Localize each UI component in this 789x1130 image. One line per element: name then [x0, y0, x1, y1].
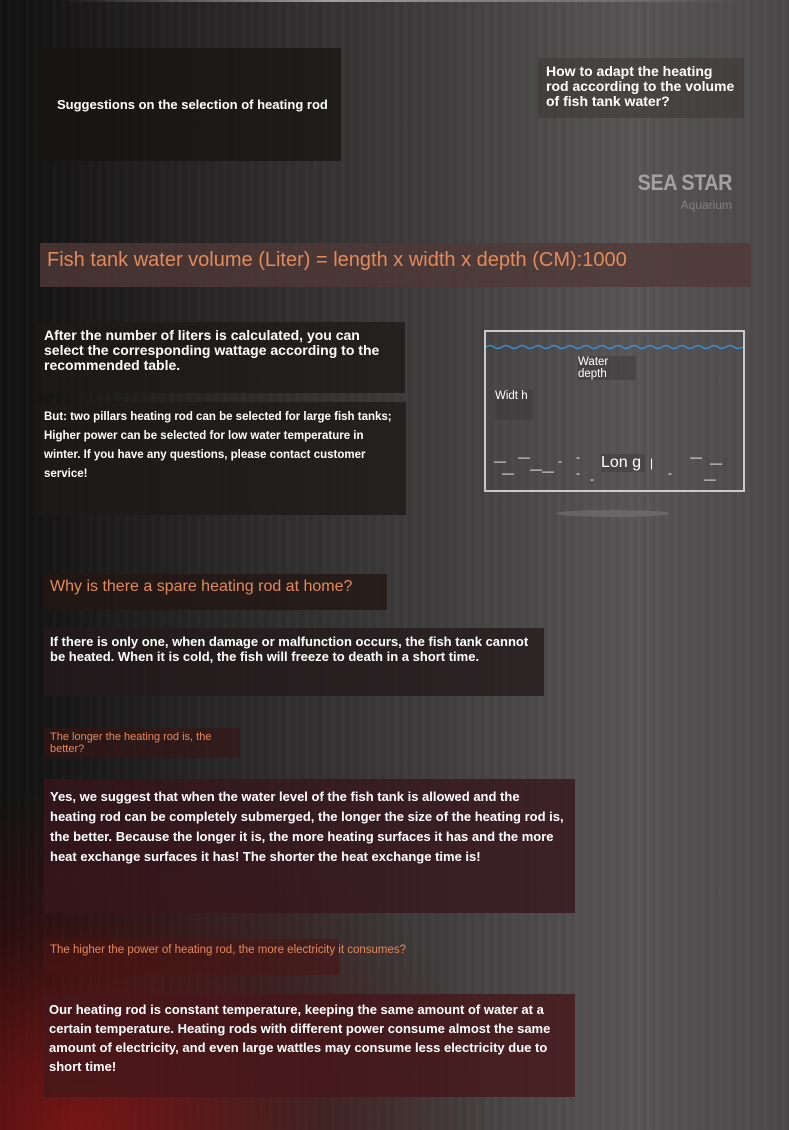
- faq-question-longer-rod: The longer the heating rod is, the better?: [44, 728, 240, 758]
- brand-name: SEA STAR: [637, 170, 732, 195]
- suggestions-title: [42, 48, 341, 161]
- tank-dimension-diagram: Water depth Widt h Lon g — — — — — - - - - | - — — —: [484, 330, 745, 492]
- water-surface-wave: [486, 344, 743, 350]
- after-calculation-text: After the number of liters is calculated, you can select the corresponding wattage according to the recommended table.: [38, 322, 405, 393]
- brand-subtitle: Aquarium: [680, 198, 732, 212]
- faq-question-spare-rod: Why is there a spare heating rod at home?: [44, 574, 387, 610]
- water-depth-label: Water depth: [578, 356, 636, 380]
- faq-question-power-consumption: The higher the power of heating rod, the more electricity it consumes?: [44, 939, 339, 975]
- volume-formula: Fish tank water volume (Liter) = length x width x depth (CM):1000: [40, 243, 751, 287]
- length-label: Lon g: [601, 454, 645, 472]
- faq-answer-power-consumption: Our heating rod is constant temperature, keeping the same amount of water at a certain temperature. Heating rods with different power consume almost the same amount of electricity, and even large wattles may consume less electricity due to short time!: [44, 994, 575, 1097]
- faq-answer-spare-rod: If there is only one, when damage or malfunction occurs, the fish tank cannot be heated. When it is cold, the fish will freeze to death in a short time.: [44, 628, 544, 696]
- top-highlight-line: [60, 0, 740, 2]
- faq-answer-longer-rod: Yes, we suggest that when the water level of the fish tank is allowed and the heating rod can be completely submerged, the longer the size of the heating rod is, the better. Because the longer it is, the more heating surfaces it has and the more heat exchange surfaces it has! The shorter the heat exchange time is!: [44, 779, 575, 913]
- pillars-note-text: But: two pillars heating rod can be selected for large fish tanks; Higher power can be selected for low water temperature in winter. If you have any questions, please contact customer service!: [38, 402, 406, 515]
- adapt-question-heading: How to adapt the heating rod according to the volume of fish tank water?: [538, 58, 744, 118]
- diagram-shadow: [556, 510, 670, 517]
- suggestions-title-text: Suggestions on the selection of heating rod: [57, 97, 328, 112]
- width-label: Widt h: [495, 390, 533, 420]
- brand-logo: [612, 170, 732, 218]
